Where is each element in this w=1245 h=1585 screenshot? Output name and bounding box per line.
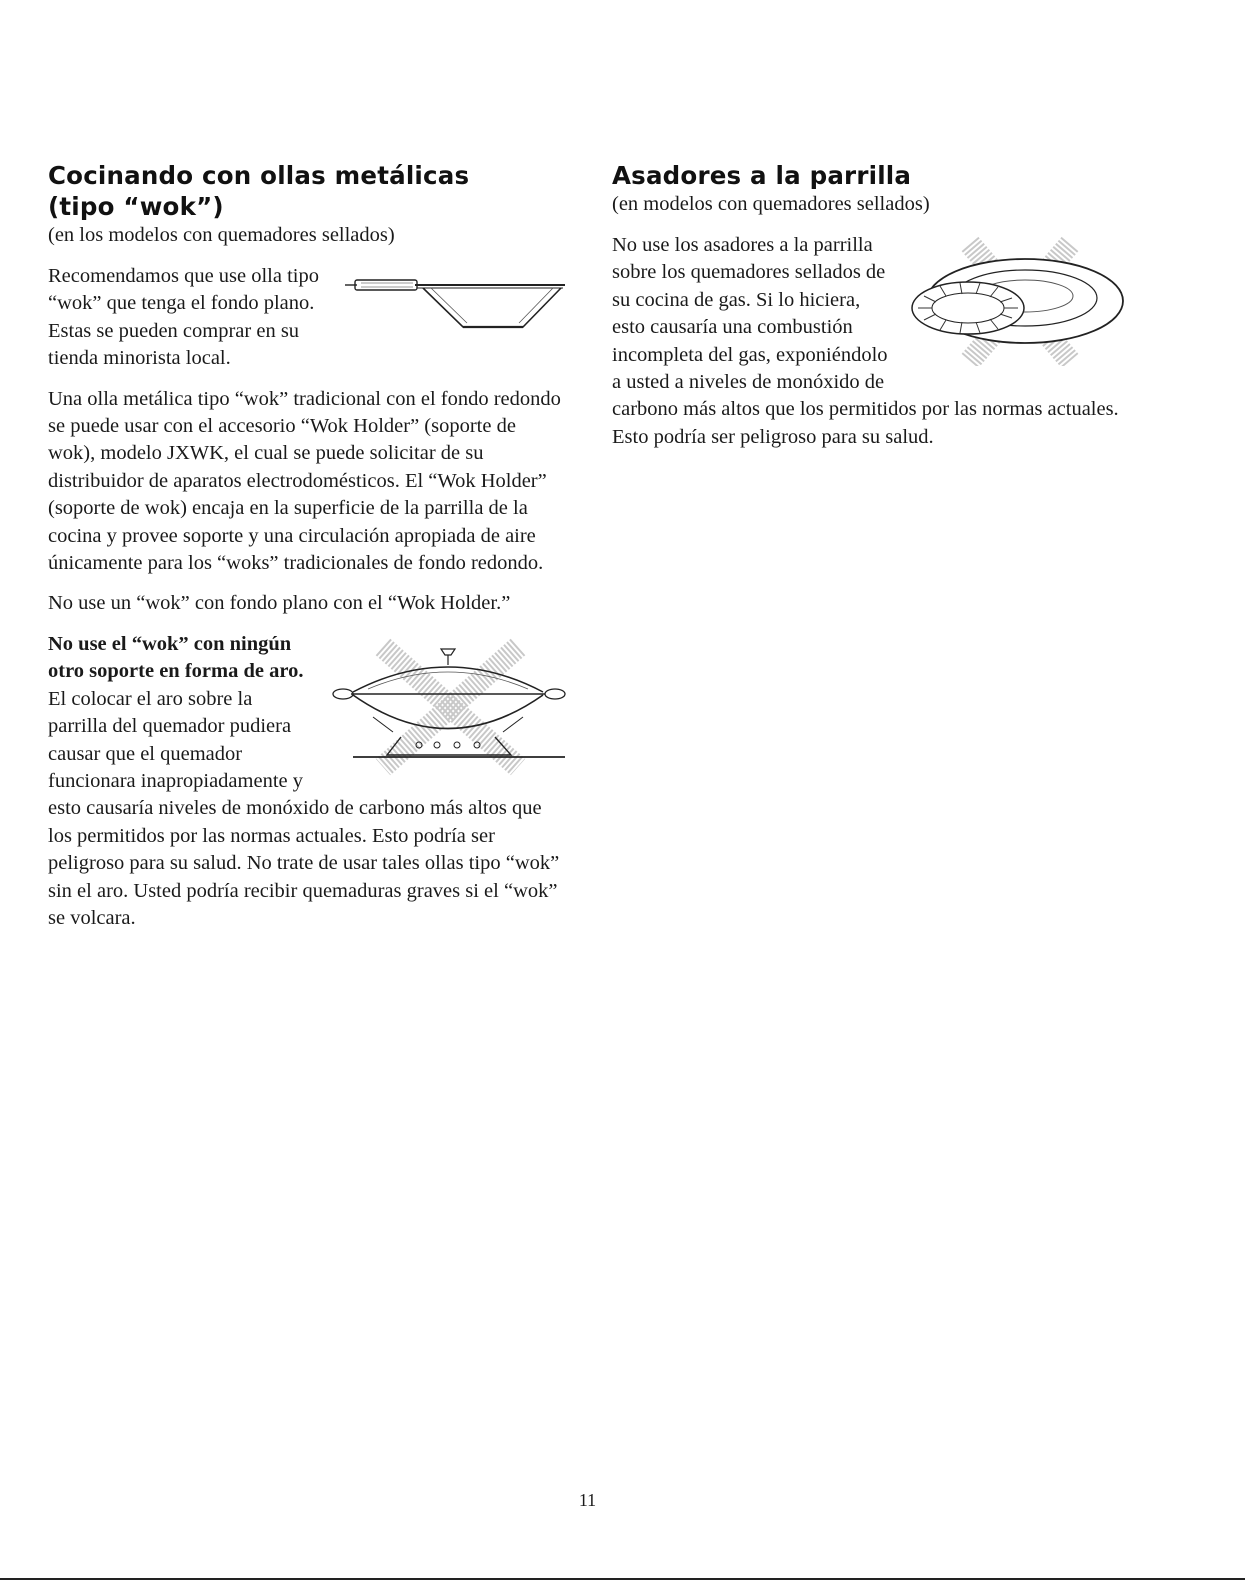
grill-subtitle: (en modelos con quemadores sellados) xyxy=(612,193,930,215)
wok-title-line2: (tipo “wok”) xyxy=(48,192,224,221)
wok-para-flat xyxy=(48,263,568,373)
bottom-rule xyxy=(0,1578,1245,1580)
grill-section xyxy=(612,160,1132,464)
grill-para-text: No use los asadores a la parrilla sobre los quemadores sellados de su cocina de gas. Si lo hiciera, esto causaría una combustión incompleta del gas, exponiéndolo a usted a niveles de monóxido de carbono más altos que los permitidos por las normas actuales. Esto podría ser peligroso para su salud. xyxy=(612,234,1119,448)
page-number: 11 xyxy=(578,1490,597,1510)
flat-wok-illustration xyxy=(343,265,568,337)
grill-title: Asadores a la parrilla xyxy=(612,161,912,190)
wok-on-ring-prohibited-illustration xyxy=(323,637,568,777)
wok-title xyxy=(48,160,568,222)
wok-title-line1: Cocinando con ollas metálicas xyxy=(48,161,470,190)
wok-section xyxy=(48,160,568,945)
wok-para-holder: Una olla metálica tipo “wok” tradicional con el fondo redondo se puede usar con el accesorio “Wok Holder” (soporte de wok), modelo JXWK, el cual se puede solicitar de su distribuidor de aparatos electrodomésticos. El “Wok Holder” (soporte de wok) encaja en la superficie de la parrilla de la cocina y provee soporte y una circulación apropiada de aire únicamente para los “woks” tradicionales de fondo redondo. xyxy=(48,387,561,575)
wok-para-flat-text: Recomendamos que use olla tipo “wok” que tenga el fondo plano. Estas se pueden comprar en su tienda minorista local. xyxy=(48,265,319,370)
grill-on-burner-prohibited-illustration xyxy=(900,236,1132,366)
wok-warning-text: El colocar el aro sobre la parrilla del quemador pudiera causar que el quemador funcionara inapropiadamente y esto causaría niveles de monóxido de carbono más altos que los permitidos por las normas actuales. Esto podría ser peligroso para su salud. No trate de usar tales ollas tipo “wok” sin el aro. Usted podría recibir quemaduras graves si el “wok” se volcara. xyxy=(48,687,560,929)
grill-para xyxy=(612,232,1132,451)
wok-warning-bold: No use el “wok” con ningún otro soporte en forma de aro. xyxy=(48,632,304,683)
wok-subtitle: (en los modelos con quemadores sellados) xyxy=(48,224,395,246)
wok-warning xyxy=(48,631,568,932)
wok-para-noflat: No use un “wok” con fondo plano con el “Wok Holder.” xyxy=(48,592,511,615)
